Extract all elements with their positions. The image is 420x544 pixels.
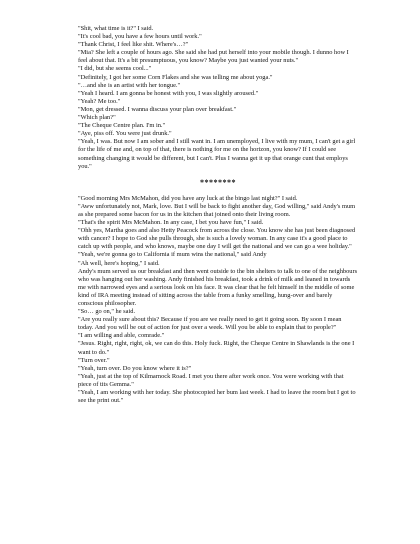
- paragraph: "The Cheque Centre plan. I'm in.": [78, 122, 166, 130]
- page-body: [78, 25, 358, 405]
- paragraph: "…and she is an artist with her tongue.": [78, 81, 181, 89]
- paragraph: "Yeah, turn over. Do you know where it is?": [78, 364, 192, 372]
- paragraph: "Shit, what time is it?" I said.: [78, 25, 154, 32]
- section-separator: ********: [200, 177, 236, 187]
- paragraph: "Which plan?": [78, 114, 116, 122]
- paragraph: "I am willing and able, comrade.": [78, 332, 165, 340]
- paragraph: "Yeah, we're gonna go to California if mum wins the national," said Andy: [78, 251, 267, 259]
- paragraph: "That's the spirit Mrs McMahon. In any case, I bet you have fun," I said.: [78, 219, 264, 227]
- paragraph: "Are you really sure about this? Because if you are we really need to get it going soon. By soon I mean today. And you will be out of action for just over a week. Will you be able to explain that to people?": [78, 316, 342, 332]
- paragraph: "Yeah? Me too.": [78, 97, 121, 105]
- paragraph: "Yeah I heard. I am gonna be honest with you, I was slightly aroused.": [78, 89, 259, 97]
- paragraph: "Mia? She left a couple of hours ago. She said she had put herself into your mobile though. I dunno how I feel about that. It's a bit presumptuous, you know? Maybe you just wanted your nuts.": [78, 49, 349, 65]
- section-two: [78, 195, 358, 405]
- paragraph: "Yeah, I am working with her today. She photocopied her bum last week. I had to leave the room but I got to see the print out.": [78, 389, 356, 405]
- paragraph: "Yeah, just at the top of Kilmarnock Road. I met you there after work once. You were working with that piece of tits Gemma.": [78, 372, 344, 388]
- section-one: [78, 25, 358, 171]
- paragraph: "Aye, piss off. You were just drunk.": [78, 130, 172, 138]
- paragraph: "So… go on," he said.: [78, 308, 136, 316]
- paragraph: "I did, but she seems cool...": [78, 65, 152, 73]
- paragraph: "Aww unfortunately not, Mark, love. But I will be back to fight another day, God willing," said Andy's mum as she prepared some bacon for us in the kitchen that joined onto their living room.: [78, 202, 356, 218]
- paragraph: "Thank Christ, I feel like shit. Where's…?": [78, 41, 189, 49]
- paragraph: "Jesus. Right, right, right, ok, we can do this. Holy fuck. Right, the Cheque Centre in Shawlands is the one I want to do.": [78, 340, 355, 356]
- paragraph: "Mon, get dressed. I wanna discuss your plan over breakfast.": [78, 105, 237, 113]
- paragraph: "Yeah, I was. But now I am sober and I still want in. I am unemployed, I live with my mum, I can't get a girl for the life of me and, on top of that, there is nothing for me on the horizon, you know? If I could see something changing it would be different, but I can't. Plus I wanna get it up that orange cunt that employs you.": [78, 138, 356, 170]
- paragraph: "Ohh yes, Martha goes and also Hetty Peacock from across the close. You know she has just been diagnosed with cancer? I hope to God she pulls through, she is such a lovely woman. In any case it's a good place to catch up with people, and who knows, maybe one day I will get the national and we can go a wee holiday.": [78, 227, 356, 251]
- paragraph: "Ah well, here's hoping," I said.: [78, 259, 160, 267]
- paragraph: "Definitely, I got her some Corn Flakes and she was telling me about yoga.": [78, 73, 273, 81]
- paragraph: Andy's mum served us our breakfast and then went outside to the bin shelters to talk to one of the neighbours who was hanging out her washing. Andy finished his breakfast, took a drink of milk and leaned in towards me with narrowed eyes and a serious look on his face. It was clear that he felt himself in the middle of some kind of IRA meeting instead of sitting across the table from a funky smelling, hung-over and barely conscious philosopher.: [78, 267, 358, 307]
- paragraph: "Turn over.": [78, 356, 110, 364]
- paragraph: "Good morning Mrs McMahon, did you have any luck at the bingo last night?" I said.: [78, 194, 298, 202]
- paragraph: "It's cool bad, you have a few hours until work.": [78, 33, 202, 41]
